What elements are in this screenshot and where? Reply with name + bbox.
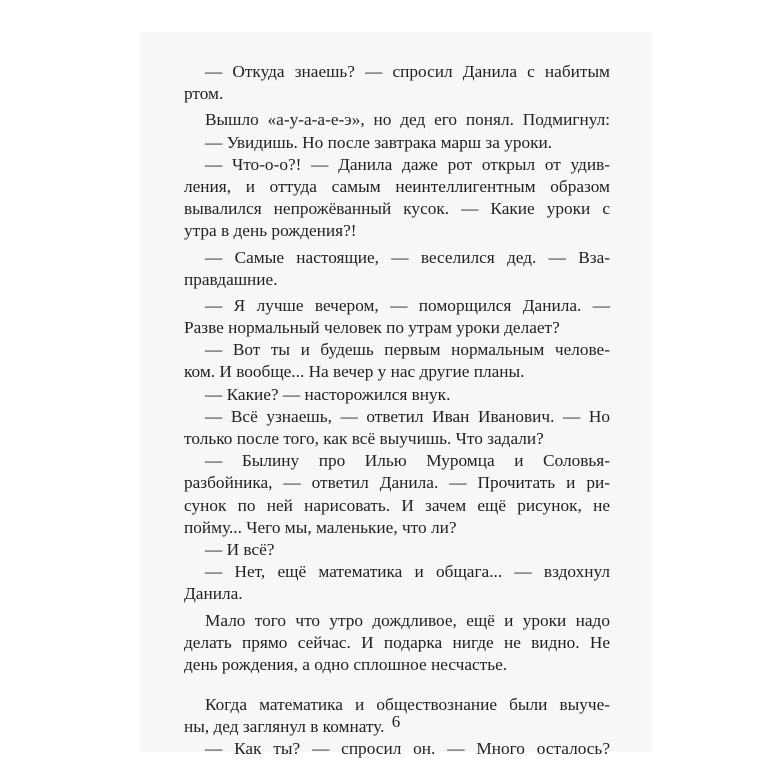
text-line: правдашние. [184,269,278,289]
text-line: — Я лучше вечером, — поморщился Данила. — [205,295,610,315]
text-line: — Былину про Илью Муромца и Соловья- [205,451,610,471]
text-line: ления, и оттуда самым неинтеллигентным образом [184,176,610,196]
text-line: только после того, как всё выучишь. Что задали? [184,429,544,448]
text-line: Разве нормальный человек по утрам уроки делает? [184,318,560,338]
text-line: — Увидишь. Но после завтрака марш за уроки. [205,132,553,152]
text-line: — И всё? [205,539,275,559]
text-line: утра в день рождения?! [184,221,357,241]
text-line: — Что-о-о?! — Данила даже рот открыл от удив- [205,154,610,174]
text-line: — Всё узнаешь, — ответил Иван Иванович. — Но [205,406,610,426]
text-line: — Какие? — насторожился внук. [205,384,451,404]
text-line: — Нет, ещё математика и общага... — вздохнул [205,562,610,582]
text-line: ртом. [184,84,224,104]
text-line: Данила. [184,584,243,604]
text-line: ком. И вообще... На вечер у нас другие планы. [184,362,525,382]
page-text [184,61,610,761]
text-line: — Как ты? — спросил он. — Много осталось? [205,739,610,759]
text-line: сунок по ней нарисовать. И зачем ещё рисунок, не [184,495,610,515]
text-line: — Откуда знаешь? — спросил Данила с набитым [205,62,610,81]
text-line: Когда математика и обществознание были выучe- [205,695,610,715]
text-line: разбойника, — ответил Данила. — Прочитать и ри- [184,473,610,493]
text-line: — Самые настоящие, — веселился дед. — Вза- [205,247,610,267]
text-line: день рождения, а одно сплошное несчастье. [184,654,508,674]
text-line: Вышло «а-у-а-а-е-э», но дед его понял. Подмигнул: [205,110,610,130]
text-line: Мало того что утро дождливое, ещё и уроки надо [205,610,610,630]
text-line: пойму... Чего мы, маленькие, что ли? [184,517,457,537]
text-line: делать прямо сейчас. И подарка нигде не видно. Не [184,632,610,652]
text-line: вывалился непрожёванный кусок. — Какие уроки с [184,199,610,219]
page-number: 6 [391,712,401,731]
book-page [140,32,652,759]
text-line: ны, дед заглянул в комнату. [184,717,385,737]
text-line: — Вот ты и будешь первым нормальным челове- [205,340,610,360]
